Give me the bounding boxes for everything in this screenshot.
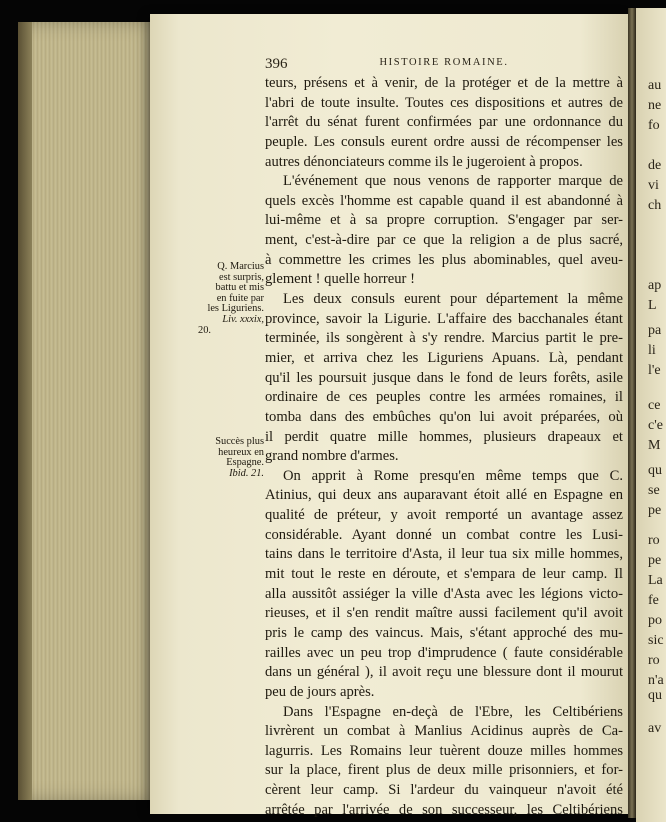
margin-note-line: heureux en bbox=[218, 446, 264, 458]
body-line: l'abri de toute insulte. Toutes ces dispositions et autres de bbox=[265, 94, 623, 111]
facing-page-fragment: ap bbox=[648, 278, 662, 293]
facing-page-fragment: L bbox=[648, 298, 657, 313]
body-line: glement ! quelle horreur ! bbox=[265, 271, 415, 288]
margin-note-reference: 20. bbox=[198, 324, 211, 336]
body-line: livrèrent un combat à Manlius Acidinus auprès de Ca- bbox=[265, 723, 623, 740]
margin-note-line: est surpris, bbox=[218, 271, 264, 283]
facing-page-fragment: po bbox=[648, 613, 662, 628]
facing-page-fragment: l'e bbox=[648, 363, 661, 378]
facing-page-fragment: La bbox=[648, 573, 663, 588]
facing-page-fragment: av bbox=[648, 721, 662, 736]
body-line: qu'il les poursuit jusque dans le fond de leurs forêts, asile bbox=[265, 369, 623, 386]
margin-note-marcius bbox=[198, 262, 264, 336]
body-line: Atinius, qui deux ans auparavant étoit allé en Espagne en bbox=[265, 487, 623, 504]
margin-note-espagne bbox=[198, 437, 264, 479]
facing-page-fragment: pe bbox=[648, 553, 662, 568]
body-line: cèrent leur camp. Si l'ardeur du vainqueur n'avoit été bbox=[265, 782, 623, 799]
facing-page-fragment: qu bbox=[648, 463, 662, 478]
facing-page-fragment: ro bbox=[648, 533, 660, 548]
body-text bbox=[265, 74, 623, 820]
body-line: mit tout le reste en déroute, et s'empara de leur camp. Il bbox=[265, 566, 623, 583]
facing-page bbox=[636, 8, 666, 822]
body-line: qualité de préteur, y avoit remporté un avantage assez bbox=[265, 507, 623, 524]
body-line: Dans l'Espagne en-deçà de l'Ebre, les Celtibériens bbox=[283, 703, 623, 720]
body-line: teurs, présens et à venir, de la protéger et de la mettre à bbox=[265, 75, 623, 91]
facing-page-fragment: qu bbox=[648, 688, 662, 703]
margin-note-line: Espagne. bbox=[226, 457, 264, 469]
book-cover-edge bbox=[18, 22, 32, 800]
facing-page-fragment: li bbox=[648, 343, 656, 358]
body-line: railles avec un peu trop d'imprudence ( faute considérable bbox=[265, 644, 623, 661]
body-line: Les deux consuls eurent pour département la même bbox=[283, 291, 623, 308]
body-line: ment, c'est-à-dire par ce que la religion a de plus sacré, bbox=[265, 232, 623, 249]
body-line: sur la place, firent plus de deux mille prisonniers, et for- bbox=[265, 762, 623, 779]
facing-page-fragment: pe bbox=[648, 503, 662, 518]
body-line: il perdit quatre mille hommes, plusieurs drapeaux et bbox=[265, 428, 623, 445]
facing-page-fragment: vi bbox=[648, 178, 659, 193]
margin-note-reference: Ibid. 21. bbox=[229, 467, 264, 479]
facing-page-fragment: fo bbox=[648, 118, 660, 133]
margin-note-line: battu et mis bbox=[215, 282, 264, 294]
body-line: rieuses, et il s'en rendit maître aussi facilement qu'il avoit bbox=[265, 605, 623, 622]
body-line: alla aussitôt assiéger la ville d'Asta avec les légions victo- bbox=[265, 585, 623, 602]
facing-page-fragment: ce bbox=[648, 398, 661, 413]
facing-page-fragment: ne bbox=[648, 98, 662, 113]
running-title: HISTOIRE ROMAINE. bbox=[379, 57, 509, 68]
body-line: lui-même et à sa propre corruption. S'engager par ser- bbox=[265, 212, 623, 229]
facing-page-fragment: pa bbox=[648, 323, 662, 338]
facing-page-fragment: M bbox=[648, 438, 661, 453]
body-line: pris le camp des vaincus. Mais, s'étant approché des mu- bbox=[265, 624, 623, 641]
body-line: ordinaire de ces peuples contre les armées romaines, il bbox=[265, 389, 623, 406]
body-line: province, savoir la Ligurie. L'affaire des bacchanales étant bbox=[265, 310, 623, 327]
body-line: terminée, ils songèrent à s'y rendre. Marcius partit le pre- bbox=[265, 330, 623, 347]
body-line: grand nombre d'armes. bbox=[265, 448, 399, 465]
body-line: L'événement que nous venons de rapporter marque de bbox=[283, 173, 623, 190]
facing-page-fragment: n'a bbox=[648, 673, 664, 688]
facing-page-fragment: c'e bbox=[648, 418, 663, 433]
facing-page-fragment: au bbox=[648, 78, 662, 93]
body-line: tomba dans des embûches qu'on lui avoit préparées, où bbox=[265, 408, 623, 425]
facing-page-fragment: fe bbox=[648, 593, 659, 608]
margin-note-line: Succès plus bbox=[215, 436, 264, 447]
body-line: mier, et arriva chez les Liguriens Apuans. Là, pendant bbox=[265, 349, 623, 366]
facing-page-fragment: sic bbox=[648, 633, 664, 648]
body-line: quels excès l'homme est capable quand il est abandonné à bbox=[265, 192, 623, 209]
facing-page-fragment: ro bbox=[648, 653, 660, 668]
page-number: 396 bbox=[265, 56, 288, 72]
body-line: à commettre les crimes les plus abominables, quel aveu- bbox=[265, 251, 623, 268]
margin-note-reference: Liv. xxxix, bbox=[222, 313, 264, 325]
body-line: arrêtée par l'arrivée de son successeur, les Celtibériens bbox=[265, 801, 623, 818]
body-line: On apprit à Rome presqu'en même temps que C. bbox=[283, 467, 623, 484]
body-line: considérable. Ayant donné un combat contre les Lusi- bbox=[265, 526, 623, 543]
facing-page-fragment: se bbox=[648, 483, 660, 498]
margin-note-line: les Liguriens. bbox=[207, 303, 264, 315]
margin-note-line: en fuite par bbox=[216, 292, 264, 304]
body-line: dans un général ), il avoit reçu une blessure dont il mourut bbox=[265, 664, 623, 681]
book-page-edges bbox=[18, 22, 160, 800]
body-line: l'arrêt du sénat furent confirmées par une ordonnance du bbox=[265, 114, 623, 131]
body-line: lagurris. Les Romains leur tuèrent douze milles hommes bbox=[265, 742, 623, 759]
facing-page-fragment: ch bbox=[648, 198, 662, 213]
body-line: peuple. Les consuls eurent ordre aussi de récompenser les bbox=[265, 133, 623, 150]
book-gutter bbox=[628, 8, 636, 818]
margin-note-line: Q. Marcius bbox=[217, 261, 264, 272]
facing-page-fragment: de bbox=[648, 158, 662, 173]
page-header bbox=[265, 56, 623, 72]
body-line: tains dans le territoire d'Asta, il leur tua six mille hommes, bbox=[265, 546, 623, 563]
body-line: autres dénonciateurs comme ils le jugeroient à propos. bbox=[265, 153, 583, 170]
body-line: peu de jours après. bbox=[265, 683, 375, 700]
